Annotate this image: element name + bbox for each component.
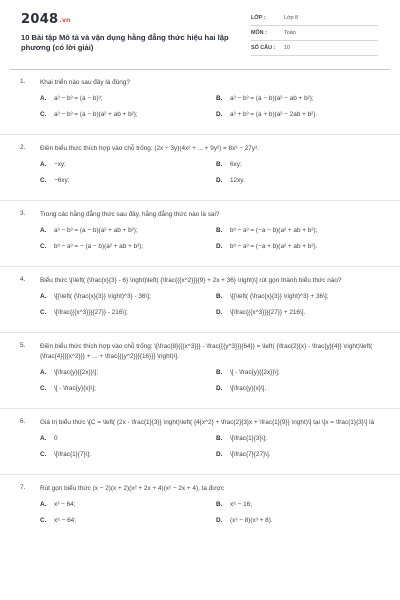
meta-label: MÔN :: [251, 30, 267, 36]
option-key: D.: [216, 451, 223, 458]
meta-row-count: [251, 41, 378, 56]
site-logo[interactable]: [21, 12, 71, 27]
option-key: A.: [40, 369, 47, 376]
question-number: 4.: [20, 276, 26, 283]
answer-option[interactable]: [210, 385, 380, 396]
option-key: A.: [40, 435, 47, 442]
answer-option[interactable]: [210, 111, 380, 122]
question-item: [0, 78, 400, 135]
option-text: x⁶ − 64;: [54, 517, 76, 524]
option-text: a³ − b³ = (a − b)³;: [54, 95, 103, 102]
option-text: \[\frac{{{x^3}}}{27}} + 216\].: [230, 309, 306, 316]
option-key: A.: [40, 227, 47, 234]
answer-option[interactable]: [40, 177, 210, 188]
option-text: a³ − b³ = (a − b)(a² + ab + b²);: [54, 227, 138, 234]
option-key: D.: [216, 385, 223, 392]
answer-option[interactable]: [210, 501, 380, 512]
answer-option[interactable]: [210, 243, 380, 254]
option-key: C.: [40, 177, 47, 184]
question-number: 5.: [20, 342, 26, 349]
option-key: A.: [40, 501, 47, 508]
answer-option[interactable]: [210, 309, 380, 320]
option-text: 0: [54, 435, 58, 442]
option-key: A.: [40, 95, 47, 102]
option-text: a³ + b³ = (a + b)(a² − 2ab + b²).: [230, 111, 318, 118]
answer-option[interactable]: [210, 95, 380, 106]
meta-row-subject: [251, 26, 378, 41]
option-text: 6xy;: [230, 161, 242, 168]
option-key: D.: [216, 243, 223, 250]
option-key: C.: [40, 451, 47, 458]
option-text: a³ − b³ = (a − b)(a² − ab + b²);: [230, 95, 314, 102]
option-key: D.: [216, 111, 223, 118]
question-text: Rút gọn biểu thức (x − 2)(x + 2)(x² + 2x + 4)(x² − 2x + 4), ta được: [40, 485, 224, 492]
answer-option[interactable]: [40, 227, 210, 238]
meta-value: 10: [284, 45, 290, 51]
question-text: Điền biểu thức thích hợp vào chỗ trống: (2x − 3y)(4x² + ... + 9y²) = 8x³ − 27y³.: [40, 145, 259, 152]
option-text: −xy;: [54, 161, 66, 168]
answer-option[interactable]: [210, 435, 380, 446]
option-text: b³ − a³ = (−a + b)(a² + ab + b²).: [230, 243, 318, 250]
question-number: 3.: [20, 210, 26, 217]
option-text: 12xy.: [230, 177, 245, 184]
answer-option[interactable]: [40, 309, 210, 320]
question-item: [0, 210, 400, 267]
option-text: a³ − b³ = (a − b)(a² + ab + b²);: [54, 111, 138, 118]
answer-options: [40, 161, 380, 193]
question-text: Giá trị biểu thức \[C = \left( {2x - \frac{1}{3}} \right)\left( {4{x^2} + \frac{2}{3}x + \frac{1}{9}} \right)\] tại \[x = \frac{1}{3}\] là: [40, 419, 375, 426]
answer-options: [40, 501, 380, 533]
option-text: \[{\left( {\frac{x}{3}} \right)^3} + 36\];: [230, 293, 329, 300]
option-key: C.: [40, 309, 47, 316]
question-text: Trong các hằng đẳng thức sau đây, hằng đẳng thức nào là sai?: [40, 211, 220, 218]
option-text: \[\frac{y}{x}\].: [230, 385, 267, 392]
answer-options: [40, 95, 380, 127]
page-title: 10 Bài tập Mô tả và vận dụng hằng đẳng thức hiệu hai lập phương (có lời giải): [21, 33, 229, 52]
option-key: B.: [216, 435, 223, 442]
option-text: \[\frac{7}{27}\].: [230, 451, 271, 458]
question-item: [0, 418, 400, 475]
option-text: x⁶ − 16;: [230, 501, 252, 508]
question-item: [0, 144, 400, 201]
answer-option[interactable]: [40, 385, 210, 396]
meta-label: SỐ CÂU :: [251, 45, 276, 51]
option-text: −6xy;: [54, 177, 70, 184]
question-text: Điền biểu thức thích hợp vào chỗ trống: \[\frac{8}{{{x^3}}} - \frac{{{y^3}}}{64}} = \left( {\frac{2}{x} - \frac{y}{4}} \right)\left( {\frac{4}{{{x^2}}} + ... + \frac{{{y^2}}}{16}}} \right)\].: [40, 343, 373, 360]
option-key: B.: [216, 95, 223, 102]
question-text: Biểu thức \[\left( {\frac{x}{3} - 6} \right)\left( {\frac{{{x^2}}}{9} + 2x + 36} \right)\] rút gọn thành biểu thức nào?: [40, 277, 342, 284]
logo-suffix: .vn: [59, 17, 71, 24]
option-text: \[\frac{{{x^3}}}{27}} - 216\];: [54, 309, 128, 316]
option-key: C.: [40, 517, 47, 524]
option-text: \[\frac{y}{{2x}}\];: [54, 369, 99, 376]
question-number: 6.: [20, 418, 26, 425]
answer-option[interactable]: [210, 369, 380, 380]
option-key: B.: [216, 227, 223, 234]
meta-table: [251, 11, 378, 56]
option-text: \[\frac{1}{7}\];: [54, 451, 91, 458]
answer-option[interactable]: [40, 243, 210, 254]
question-number: 1.: [20, 78, 26, 85]
question-item: [0, 276, 400, 333]
question-item: [0, 342, 400, 409]
answer-options: [40, 293, 380, 325]
meta-label: LỚP :: [251, 15, 266, 21]
answer-option[interactable]: [40, 95, 210, 106]
header: [0, 0, 400, 68]
option-text: b³ − a³ = (−a − b)(a² + ab + b²);: [230, 227, 318, 234]
option-key: B.: [216, 293, 223, 300]
question-list: [0, 78, 400, 549]
answer-option[interactable]: [210, 161, 380, 172]
option-key: A.: [40, 293, 47, 300]
option-key: D.: [216, 517, 223, 524]
question-item: [0, 484, 400, 540]
option-key: A.: [40, 161, 47, 168]
option-key: C.: [40, 111, 47, 118]
option-text: \[\frac{1}{3}\];: [230, 435, 267, 442]
option-key: C.: [40, 243, 47, 250]
option-key: D.: [216, 177, 223, 184]
answer-option[interactable]: [40, 293, 210, 304]
question-number: 7.: [20, 484, 26, 491]
option-key: B.: [216, 161, 223, 168]
meta-value: Toán: [284, 30, 296, 36]
option-text: \[ - \frac{y}{x}\];: [54, 385, 96, 392]
answer-option[interactable]: [210, 177, 380, 188]
option-key: C.: [40, 385, 47, 392]
question-number: 2.: [20, 144, 26, 151]
answer-option[interactable]: [40, 111, 210, 122]
answer-option[interactable]: [40, 369, 210, 380]
option-key: B.: [216, 369, 223, 376]
option-text: (x³ − 8)(x³ + 8).: [230, 517, 273, 524]
option-text: x³ − 64;: [54, 501, 76, 508]
option-text: \[ - \frac{y}{{2x}}\];: [230, 369, 280, 376]
answer-option[interactable]: [40, 161, 210, 172]
answer-option[interactable]: [210, 517, 380, 528]
answer-option[interactable]: [210, 293, 380, 304]
answer-option[interactable]: [40, 451, 210, 462]
meta-row-class: [251, 11, 378, 26]
option-text: \[{\left( {\frac{x}{3}} \right)^3} - 36\];: [54, 293, 151, 300]
question-text: Khai triển nào sau đây là đúng?: [40, 79, 130, 86]
option-key: D.: [216, 309, 223, 316]
answer-option[interactable]: [40, 501, 210, 512]
answer-options: [40, 369, 380, 401]
option-text: b³ − a³ = − (a − b)(a² + ab + b²);: [54, 243, 144, 250]
answer-options: [40, 435, 380, 467]
header-divider: [10, 69, 390, 70]
answer-option[interactable]: [40, 435, 210, 446]
answer-option[interactable]: [210, 227, 380, 238]
answer-option[interactable]: [40, 517, 210, 528]
logo-text: 2048: [21, 12, 59, 27]
option-key: B.: [216, 501, 223, 508]
answer-options: [40, 227, 380, 259]
meta-value: Lớp 8: [284, 15, 299, 21]
answer-option[interactable]: [210, 451, 380, 462]
